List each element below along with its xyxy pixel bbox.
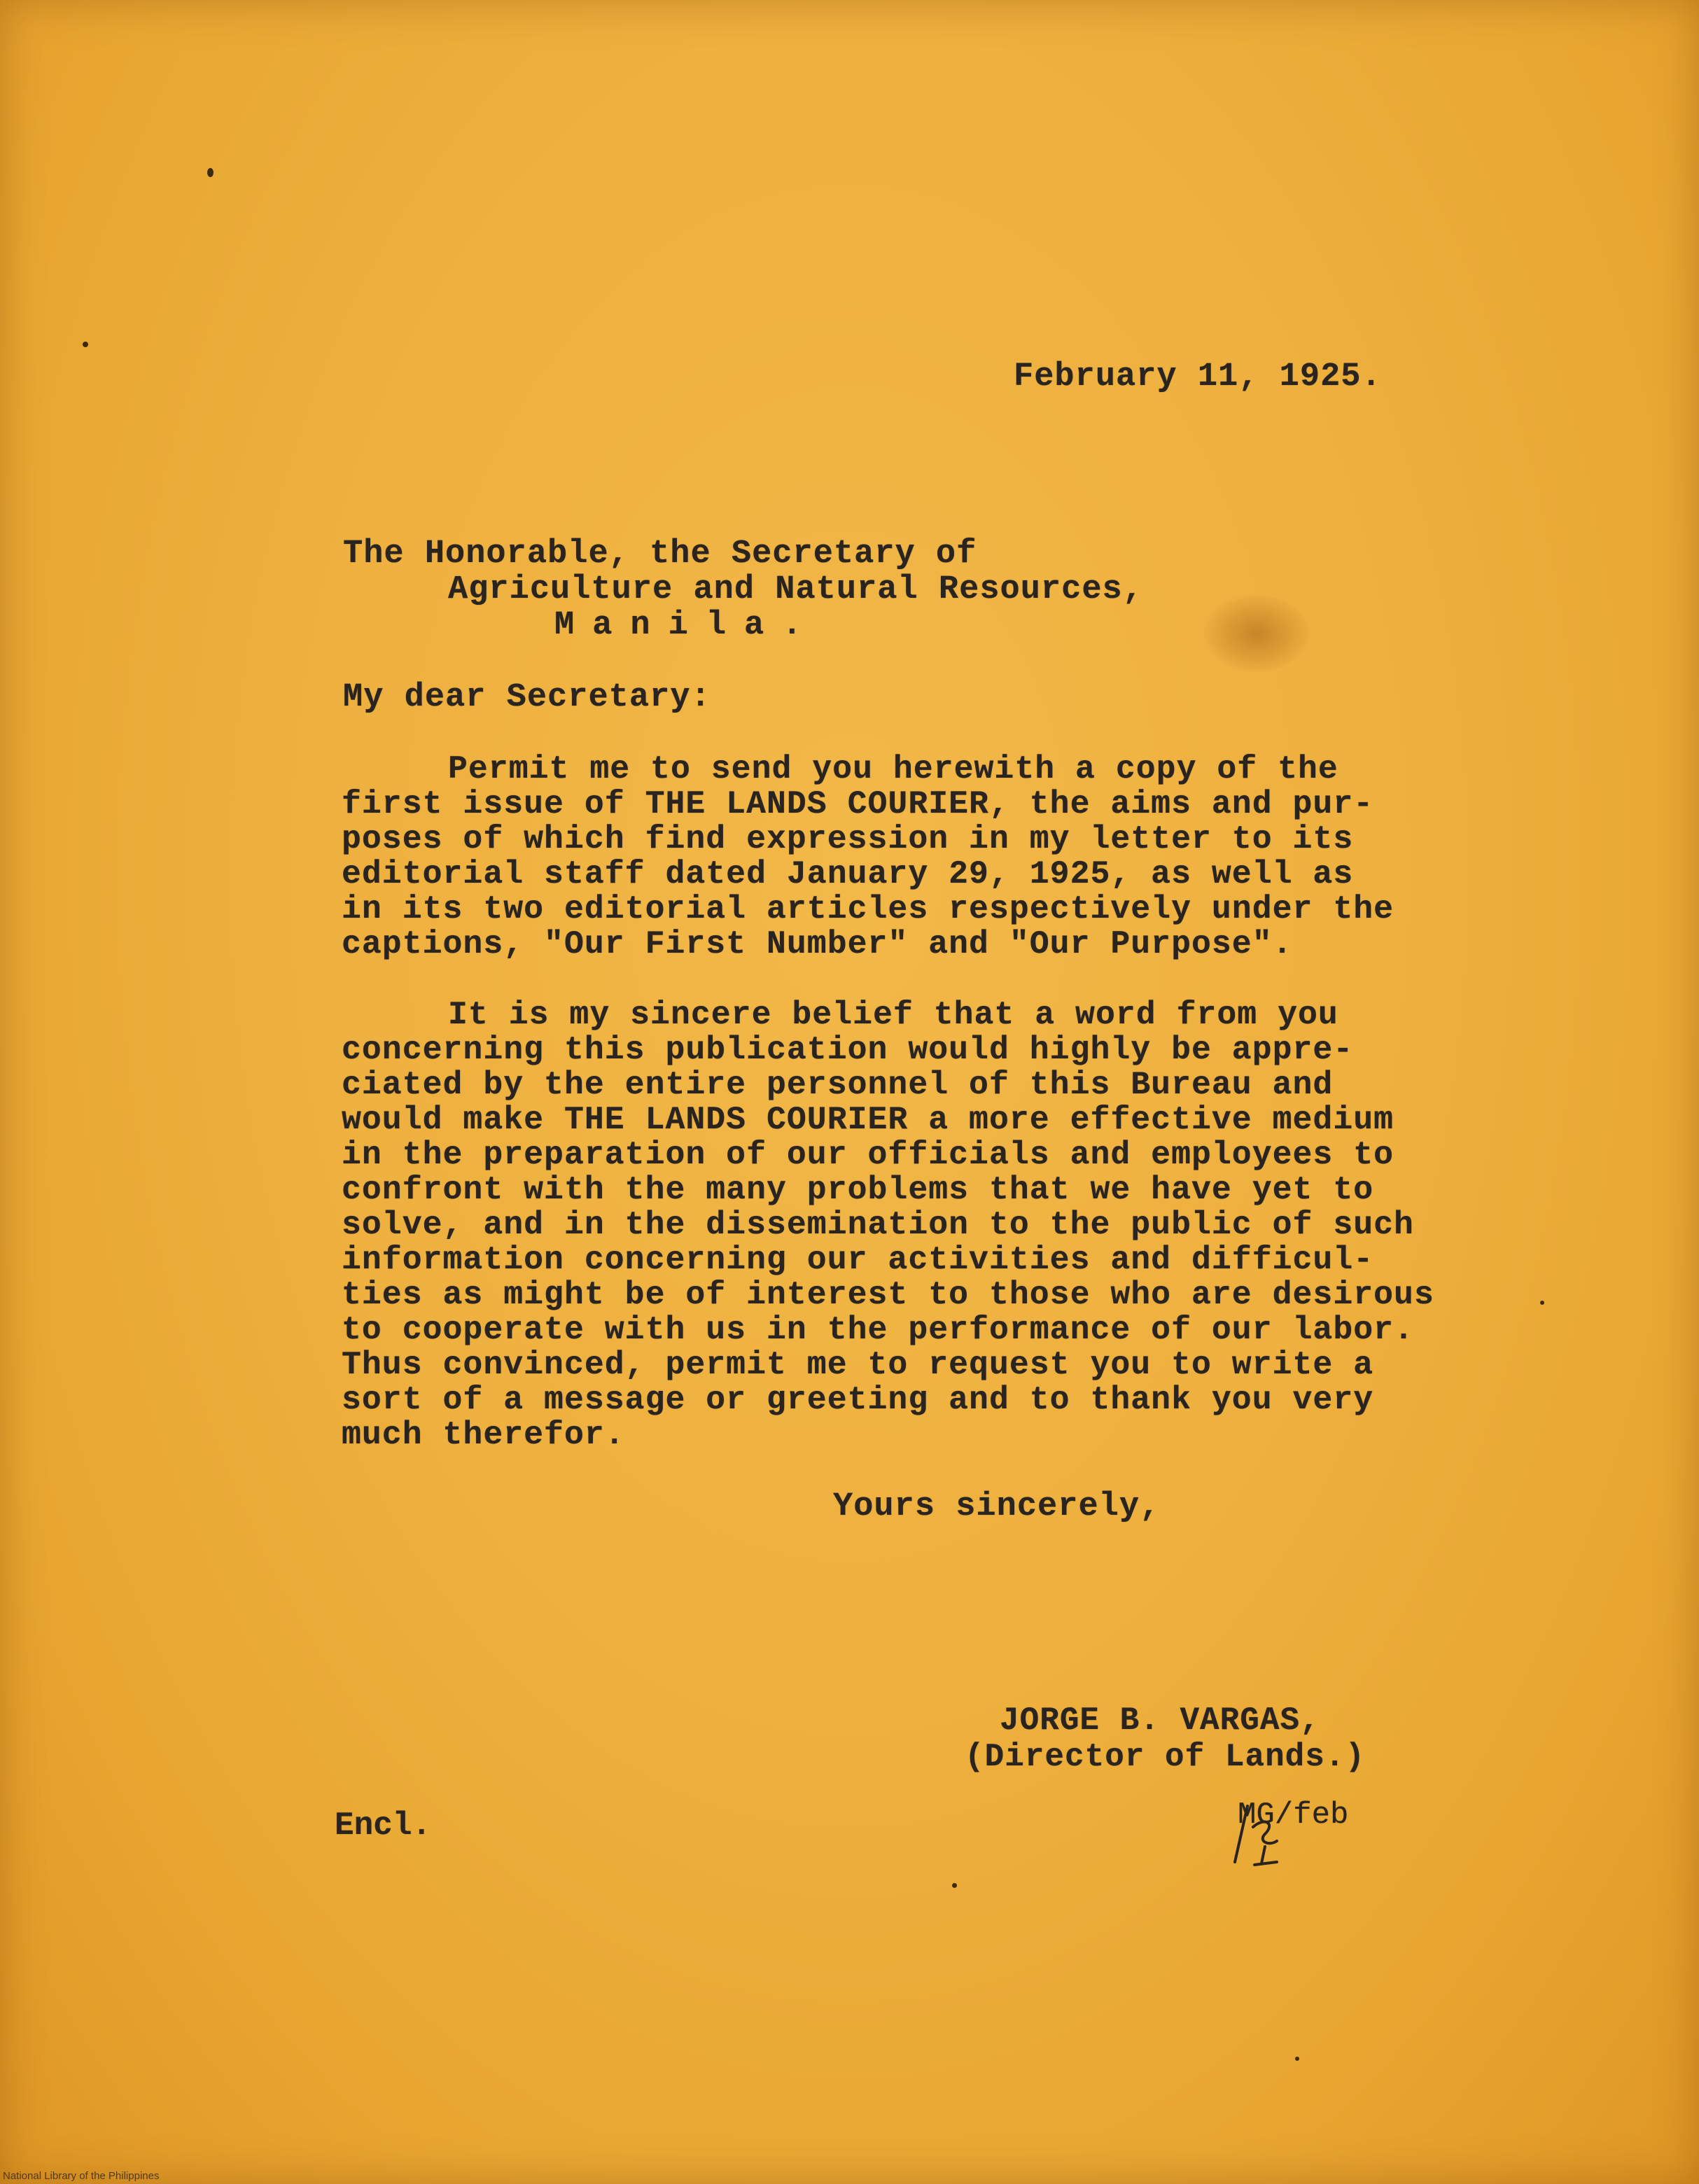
paragraph-line: in the preparation of our officials and employees to <box>342 1136 1394 1173</box>
paper-speck <box>1540 1301 1544 1305</box>
paragraph-line: It is my sincere belief that a word from you <box>448 996 1338 1033</box>
paragraph-line: to cooperate with us in the performance of our labor. <box>342 1311 1414 1348</box>
paragraph-line: first issue of THE LANDS COURIER, the aims and pur- <box>342 785 1374 822</box>
paragraph-line: sort of a message or greeting and to thank you very <box>342 1381 1374 1418</box>
paragraph-line: solve, and in the dissemination to the public of such <box>342 1206 1414 1243</box>
paper-stain <box>1204 595 1309 672</box>
paragraph-line: Thus convinced, permit me to request you to write a <box>342 1346 1374 1383</box>
paragraph-line: information concerning our activities and difficul- <box>342 1241 1374 1278</box>
paragraph-line: captions, "Our First Number" and "Our Purpose". <box>342 925 1293 962</box>
salutation: My dear Secretary: <box>343 679 711 716</box>
recipient-line-1: The Honorable, the Secretary of <box>343 536 977 573</box>
recipient-city: Manila. <box>554 607 820 644</box>
paragraph-line: much therefor. <box>342 1416 625 1453</box>
closing: Yours sincerely, <box>833 1488 1161 1525</box>
paragraph-line: would make THE LANDS COURIER a more effective medium <box>342 1101 1394 1138</box>
paper-speck <box>83 342 88 347</box>
paragraph-line: editorial staff dated January 29, 1925, as well as <box>342 855 1354 892</box>
paper-speck <box>1295 2057 1299 2061</box>
paper-speck <box>952 1883 957 1888</box>
reference-initials: MG/feb <box>1238 1798 1349 1833</box>
recipient-line-2: Agriculture and Natural Resources, <box>448 571 1143 608</box>
paragraph-line: Permit me to send you herewith a copy of the <box>448 750 1338 788</box>
archive-label: National Library of the Philippines <box>3 2170 160 2182</box>
paragraph-line: concerning this publication would highly be appre- <box>342 1031 1354 1068</box>
paragraph-line: in its two editorial articles respectively under the <box>342 890 1394 927</box>
letter-date: February 11, 1925. <box>1014 358 1382 396</box>
paragraph-line: ciated by the entire personnel of this Bureau and <box>342 1066 1334 1103</box>
signatory-title: (Director of Lands.) <box>965 1739 1366 1775</box>
paragraph-line: poses of which find expression in my letter to its <box>342 820 1354 858</box>
paragraph-line: confront with the many problems that we have yet to <box>342 1171 1374 1208</box>
signatory-name: JORGE B. VARGAS, <box>1000 1702 1320 1739</box>
paragraph-line: ties as might be of interest to those who are desirous <box>342 1276 1434 1313</box>
paper-speck <box>207 168 214 177</box>
enclosure-note: Encl. <box>335 1807 432 1844</box>
